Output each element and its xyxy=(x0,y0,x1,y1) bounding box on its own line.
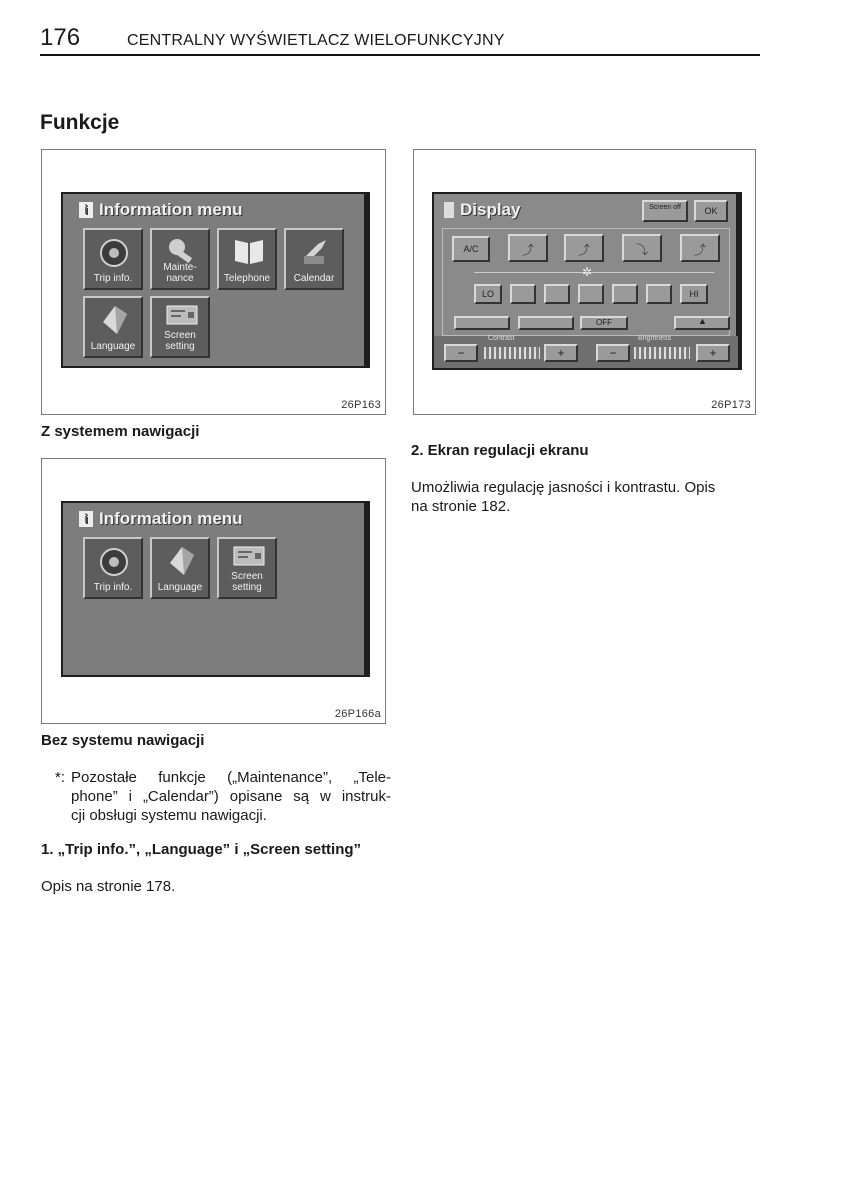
fresh-air-button[interactable] xyxy=(518,316,574,330)
screen-icon xyxy=(166,304,198,328)
recirculation-button[interactable] xyxy=(454,316,510,330)
tile-label-line2: setting xyxy=(232,582,262,593)
item2-line: Umożliwia regulację jasności i kontrastu. Opis xyxy=(411,479,716,496)
airflow-face-icon: ⤴ xyxy=(522,243,535,257)
footnote-line: cji obsługi systemu nawigacji. xyxy=(71,807,267,824)
item1-heading: 1. „Trip info.”, „Language” i „Screen setting” xyxy=(41,841,362,858)
tile-label-line2: nance xyxy=(166,273,194,284)
tile-telephone[interactable] xyxy=(217,228,277,290)
fan-hi-button[interactable]: HI xyxy=(680,284,708,304)
screen-info-menu-nav xyxy=(61,192,370,368)
figure-info-menu-nav xyxy=(41,149,386,415)
page-number: 176 xyxy=(40,24,81,51)
section-title: Funkcje xyxy=(40,111,120,134)
tile-label-line1: Screen xyxy=(164,330,196,341)
tile-maintenance[interactable] xyxy=(150,228,210,290)
footnote-line: phone” i „Calendar”) opisane są w instruk- xyxy=(71,788,391,805)
fan-lo-button[interactable]: LO xyxy=(474,284,502,304)
fan-level-button[interactable] xyxy=(510,284,536,304)
caption-without-navigation: Bez systemu nawigacji xyxy=(41,732,205,749)
tile-label: Language xyxy=(157,582,203,593)
mode-button-4[interactable] xyxy=(680,234,720,262)
tile-label: Language xyxy=(90,341,136,352)
tile-label xyxy=(152,262,208,284)
screen-title-text: Display xyxy=(460,200,521,219)
ok-button[interactable]: OK xyxy=(694,200,728,222)
item2-text xyxy=(411,478,761,516)
caption-with-navigation: Z systemem nawigacji xyxy=(41,423,200,440)
item1-text: Opis na stronie 178. xyxy=(41,878,176,895)
screen-info-menu-no-nav xyxy=(61,501,370,677)
triangle-up-icon: ▲ xyxy=(698,316,707,326)
climate-off-button[interactable]: OFF xyxy=(580,316,628,330)
tile-trip-info[interactable] xyxy=(83,228,143,290)
brightness-plus-button[interactable]: + xyxy=(696,344,730,362)
footnote-marker: *: xyxy=(55,769,66,786)
tile-screen-setting[interactable] xyxy=(150,296,210,358)
screen-display xyxy=(432,192,742,370)
tile-label: Trip info. xyxy=(93,273,133,284)
book-icon xyxy=(233,236,265,266)
speech-icon xyxy=(99,304,131,336)
display-icon xyxy=(444,202,454,218)
figure-info-menu-no-nav xyxy=(41,458,386,724)
adjust-bar xyxy=(434,336,738,368)
fan-level-button[interactable] xyxy=(612,284,638,304)
wheel-icon xyxy=(99,236,129,270)
fan-level-button[interactable] xyxy=(544,284,570,304)
screen-off-button[interactable]: Screen off xyxy=(642,200,688,222)
tile-label: Trip info. xyxy=(93,582,133,593)
airflow-feet-icon: ⤵ xyxy=(636,243,649,257)
tile-trip-info[interactable] xyxy=(83,537,143,599)
screen-title-text: Information menu xyxy=(99,509,243,528)
tile-label xyxy=(219,571,275,593)
screen-title xyxy=(444,200,520,220)
speech-icon xyxy=(166,545,198,577)
footnote-line: Pozostałe funkcje („Maintenance”, „Tele- xyxy=(71,769,391,786)
item2-line: na stronie 182. xyxy=(411,498,511,515)
tile-calendar[interactable] xyxy=(284,228,344,290)
tile-label-line1: Mainte- xyxy=(163,262,197,273)
airflow-bilevel-icon: ⤴ xyxy=(578,243,591,257)
chapter-title: CENTRALNY WYŚWIETLACZ WIELOFUNKCYJNY xyxy=(127,32,505,49)
contrast-label: Contrast xyxy=(488,335,515,342)
figure-code: 26P173 xyxy=(711,399,751,411)
figure-display-screen xyxy=(413,149,756,415)
mode-button-3[interactable] xyxy=(622,234,662,262)
screen-title xyxy=(79,200,243,220)
tile-label xyxy=(152,330,208,352)
item2-heading: 2. Ekran regulacji ekranu xyxy=(411,442,589,459)
info-icon: i xyxy=(79,202,93,218)
tile-label: Calendar xyxy=(293,273,335,284)
fan-level-button[interactable] xyxy=(578,284,604,304)
tile-language[interactable] xyxy=(150,537,210,599)
contrast-plus-button[interactable]: + xyxy=(544,344,578,362)
page-header xyxy=(40,24,760,56)
airflow-defrost-icon: ⤴ xyxy=(694,243,707,257)
scroll-up-button[interactable] xyxy=(674,316,730,330)
tile-screen-setting[interactable] xyxy=(217,537,277,599)
brightness-minus-button[interactable]: − xyxy=(596,344,630,362)
fan-scale-line xyxy=(474,272,714,273)
wheel-icon xyxy=(99,545,129,579)
info-icon: i xyxy=(79,511,93,527)
contrast-minus-button[interactable]: − xyxy=(444,344,478,362)
figure-code: 26P163 xyxy=(341,399,381,411)
tile-label-line1: Screen xyxy=(231,571,263,582)
fan-level-button[interactable] xyxy=(646,284,672,304)
screen-icon xyxy=(233,545,265,569)
tile-language[interactable] xyxy=(83,296,143,358)
brightness-label: Brightness xyxy=(638,335,672,342)
tile-label: Telephone xyxy=(223,273,271,284)
screen-title xyxy=(79,509,243,529)
tile-label-line2: setting xyxy=(165,341,195,352)
brightness-gauge xyxy=(634,347,690,359)
mode-button-2[interactable] xyxy=(564,234,604,262)
ac-button[interactable]: A/C xyxy=(452,236,490,262)
screen-title-text: Information menu xyxy=(99,200,243,219)
mode-button-1[interactable] xyxy=(508,234,548,262)
figure-code: 26P166a xyxy=(334,708,381,720)
pen-icon xyxy=(300,236,332,266)
fan-icon: ✲ xyxy=(582,265,593,279)
contrast-gauge xyxy=(484,347,540,359)
